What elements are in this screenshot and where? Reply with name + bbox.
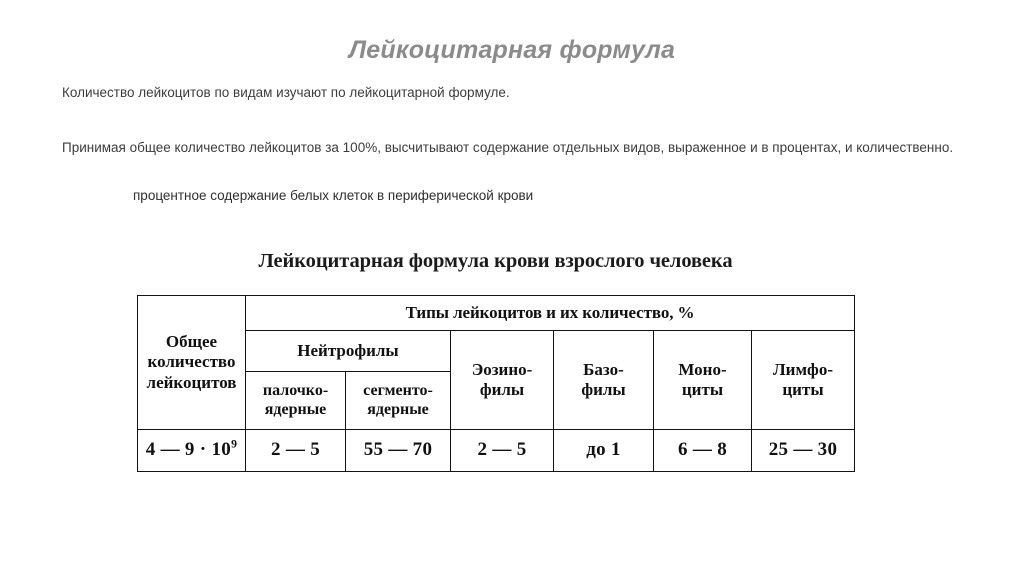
value-total-leukocytes-base: 4 — 9 · 10 [145, 439, 232, 461]
header-cell-neutrophils-band: палочко- ядерные [246, 372, 346, 430]
value-cell-neutrophils-band: 2 — 5 [246, 430, 346, 472]
leukocyte-formula-figure [137, 250, 854, 472]
description-paragraph: Принимая общее количество лейкоцитов за 100%, высчитывают содержание отдельных видов, выраженное и в процентах, и количественно. [62, 140, 954, 155]
table-header-row-groups [138, 331, 855, 372]
header-cell-neutrophils-group: Нейтрофилы [246, 331, 451, 372]
value-total-leukocytes-exponent: 9 [231, 437, 238, 451]
value-cell-lymphocytes: 25 — 30 [752, 430, 855, 472]
table-row [138, 430, 855, 472]
table-header-row-types [138, 296, 855, 331]
value-cell-basophils: до 1 [554, 430, 654, 472]
intro-paragraph: Количество лейкоцитов по видам изучают по лейкоцитарной формуле. [62, 85, 510, 100]
header-cell-eosinophils: Эозино- филы [451, 331, 554, 430]
value-cell-total-leukocytes [138, 430, 246, 472]
header-cell-monocytes: Моно- циты [654, 331, 752, 430]
value-cell-monocytes: 6 — 8 [654, 430, 752, 472]
figure-caption: Лейкоцитарная формула крови взрослого человека [258, 250, 733, 272]
header-cell-neutrophils-segmented: сегменто- ядерные [346, 372, 451, 430]
header-cell-lymphocytes: Лимфо- циты [752, 331, 855, 430]
page-title: Лейкоцитарная формула [348, 36, 676, 64]
subnote-paragraph: процентное содержание белых клеток в периферической крови [133, 188, 534, 203]
value-cell-neutrophils-segmented: 55 — 70 [346, 430, 451, 472]
header-cell-total-leukocytes: Общее количество лейкоцитов [138, 296, 246, 430]
leukocyte-formula-table [137, 295, 855, 472]
value-cell-eosinophils: 2 — 5 [451, 430, 554, 472]
header-cell-types-span: Типы лейкоцитов и их количество, % [246, 296, 855, 331]
header-cell-basophils: Базо- филы [554, 331, 654, 430]
